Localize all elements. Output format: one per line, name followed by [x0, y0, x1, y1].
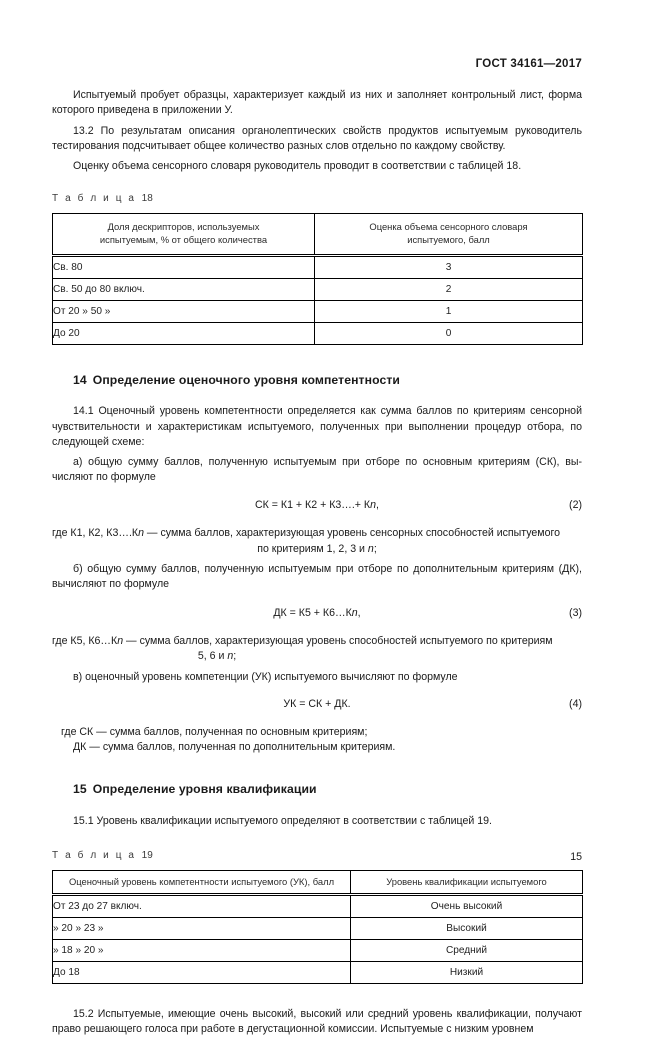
heading-section-15: [73, 782, 582, 796]
formula-3-body-italic: n: [351, 607, 358, 620]
formula-3: [52, 607, 582, 619]
running-header: ГОСТ 34161—2017: [475, 58, 582, 70]
table-18-header-right: [315, 214, 583, 256]
paragraph-where-4-line1: где СК — сумма баллов, полученная по основным критериям;: [61, 725, 368, 738]
table-row: [53, 323, 583, 345]
paragraph-15-2: 15.2 Испытуемые, имеющие очень высокий, высокий или средний уровень квалификации, получают право решающего голоса при работе в дегустационной комиссии. Испытуемые с низким уровнем: [52, 1008, 582, 1036]
paragraph-14-1-b: б) общую сумму баллов, полученную испытуемым при отборе по дополнительным критериям (ДК), вычисляют по формуле: [52, 563, 582, 591]
paragraph-where-3-line2: [52, 649, 382, 664]
page-content: [52, 0, 582, 1038]
heading-section-14-title: Определение оценочного уровня компетентности: [92, 373, 401, 388]
table-19-header-right: Уровень квалификации испытуемого: [351, 870, 583, 895]
table-18-header-left-line1: Доля дескрипторов, используемых: [107, 221, 260, 233]
table-18-header-left-line2: испытуемым, % от общего количества: [99, 233, 268, 245]
where-2-italic: n: [138, 527, 144, 540]
where-2b-tail: ;: [373, 542, 377, 555]
paragraph-13-2-b: Оценку объема сенсорного словаря руководитель проводит в соответствии с таблицей 18.: [73, 160, 522, 173]
table-19-cell-range: » 20 » 23 »: [53, 918, 351, 940]
where-3-tail: — сумма баллов, характеризующая уровень способностей испытуемого по критериям: [123, 635, 553, 648]
table-19-header-left: Оценочный уровень компетентности испытуемого (УК), балл: [53, 870, 351, 895]
where-2b-pre: по критериям 1, 2, 3 и: [257, 542, 368, 555]
table-19-caption-word: Т а б л и ц а: [52, 849, 137, 861]
where-2b-italic: n: [367, 542, 374, 555]
formula-4: [52, 698, 582, 710]
table-19-cell-level: Низкий: [351, 962, 583, 984]
table-18-header-left: [53, 214, 315, 256]
where-2-tail: — сумма баллов, характеризующая уровень сенсорных способностей испытуемого: [143, 527, 561, 540]
formula-2-body-post: ,: [376, 499, 379, 512]
table-19: [52, 870, 583, 985]
where-2-pre: где К1, К2, К3….К: [52, 527, 139, 540]
where-3-italic: n: [117, 635, 124, 648]
table-18-cell-range: До 20: [53, 323, 315, 345]
heading-section-15-number: 15: [73, 781, 87, 796]
where-3b-italic: n: [227, 650, 234, 663]
formula-3-body-pre: ДК = К5 + К6…К: [273, 607, 352, 620]
formula-3-body-post: ,: [357, 607, 361, 620]
table-19-caption-number: 19: [141, 849, 153, 861]
heading-section-14: [73, 373, 582, 387]
paragraph-14-1-a: а) общую сумму баллов, полученную испытуемым при отборе по основным критериям (СК), вычисляют по формуле: [52, 456, 582, 484]
table-18-caption-word: Т а б л и ц а: [52, 193, 137, 205]
paragraph-where-4-line2: ДК — сумма баллов, полученная по дополнительным критериям.: [73, 740, 396, 753]
table-19-cell-level: Высокий: [351, 918, 583, 940]
paragraph-where-3-line1: [52, 634, 582, 649]
formula-3-number: (3): [569, 607, 582, 620]
paragraph-14-1: 14.1 Оценочный уровень компетентности определяется как сумма баллов по критериям сенсорной чувствительности и характеристикам испытуемого, полученных при выполнении процедур отбора, по следующей схеме:: [52, 405, 582, 448]
formula-2-number: (2): [569, 499, 582, 512]
table-18-cell-score: 2: [315, 279, 583, 301]
where-3b-pre: 5, 6 и: [197, 650, 228, 663]
table-18: [52, 213, 583, 345]
table-18-cell-range: Св. 80: [53, 256, 315, 279]
formula-2-body-italic: n: [370, 499, 377, 512]
table-row: [53, 256, 583, 279]
table-19-cell-range: От 23 до 27 включ.: [53, 895, 351, 918]
table-18-cell-score: 3: [315, 256, 583, 279]
formula-2-body-pre: СК = К1 + К2 + К3….+ К: [255, 499, 371, 512]
table-row: [53, 279, 583, 301]
paragraph-15-1: 15.1 Уровень квалификации испытуемого определяют в соответствии с таблицей 19.: [73, 814, 492, 827]
table-row: [53, 301, 583, 323]
table-row: [53, 940, 583, 962]
table-18-header-right-line1: Оценка объема сенсорного словаря: [369, 221, 528, 233]
table-18-caption-number: 18: [141, 193, 153, 205]
table-19-cell-range: До 18: [53, 962, 351, 984]
formula-4-number: (4): [569, 697, 582, 710]
where-3b-tail: ;: [233, 650, 237, 663]
heading-section-15-title: Определение уровня квалификации: [92, 781, 317, 796]
table-18-caption: [52, 193, 582, 204]
table-19-cell-level: Очень высокий: [351, 895, 583, 918]
formula-4-body-pre: УК = СК + ДК.: [283, 697, 351, 710]
table-19-cell-range: » 18 » 20 »: [53, 940, 351, 962]
paragraph-13-1-continuation: Испытуемый пробует образцы, характеризует каждый из них и заполняет контрольный лист, форма которого приведена в приложении У.: [52, 89, 582, 117]
table-18-cell-score: 0: [315, 323, 583, 345]
table-row: [53, 918, 583, 940]
table-19-caption: [52, 850, 582, 861]
paragraph-14-1-v: в) оценочный уровень компетенции (УК) испытуемого вычисляют по формуле: [73, 670, 458, 683]
heading-section-14-number: 14: [73, 373, 87, 388]
table-18-header-right-line2: испытуемого, балл: [407, 233, 490, 245]
table-18-cell-range: Св. 50 до 80 включ.: [53, 279, 315, 301]
paragraph-where-2-line1: [52, 526, 582, 541]
page-number: 15: [570, 851, 582, 863]
table-row: [53, 895, 583, 918]
table-19-cell-level: Средний: [351, 940, 583, 962]
formula-2: [52, 499, 582, 511]
table-18-cell-score: 1: [315, 301, 583, 323]
where-3-pre: где К5, К6…К: [52, 635, 118, 648]
table-row: [53, 962, 583, 984]
paragraph-where-2-line2: [52, 542, 582, 557]
paragraph-13-2: 13.2 По результатам описания органолептических свойств продуктов испытуемым руководитель тестирования подсчитывает общее количество разных слов отдельно по каждому свойству.: [52, 124, 582, 152]
table-18-cell-range: От 20 » 50 »: [53, 301, 315, 323]
